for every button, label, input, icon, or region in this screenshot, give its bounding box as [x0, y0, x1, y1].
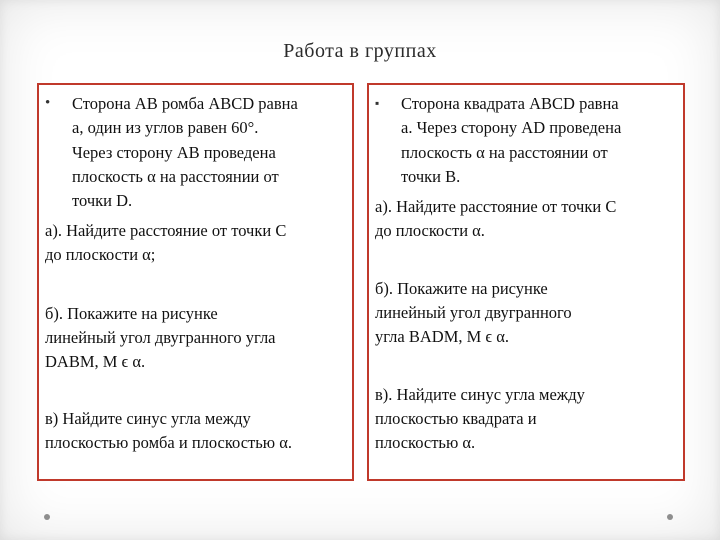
bottom-right-dot-decoration	[667, 514, 673, 520]
left-task-b-line-3: DABM, M ϵ α.	[45, 352, 146, 371]
right-bullet: ▪	[375, 96, 380, 110]
right-task-b-line-1: б). Покажите на рисунке	[375, 279, 548, 298]
left-task-panel	[37, 83, 354, 481]
right-task-a-line-2: до плоскости α.	[375, 221, 485, 240]
left-intro-line-5: точки D.	[72, 191, 133, 210]
right-intro-line-1: Сторона квадрата ABCD равна	[401, 94, 619, 113]
right-intro-line-3: плоскость α на расстоянии от	[401, 143, 608, 162]
right-task-c-line-2: плоскостью квадрата и	[375, 409, 537, 428]
bottom-left-dot-decoration	[44, 514, 50, 520]
left-bullet: •	[45, 95, 51, 111]
right-task-c-line-1: в). Найдите синус угла между	[375, 385, 585, 404]
left-task-a-line-1: а). Найдите расстояние от точки C	[45, 221, 287, 240]
left-task-a-line-2: до плоскости α;	[45, 245, 156, 264]
left-intro-line-4: плоскость α на расстоянии от	[72, 167, 279, 186]
left-task-b-line-1: б). Покажите на рисунке	[45, 304, 218, 323]
right-task-b-line-3: угла BADM, M ϵ α.	[375, 327, 509, 346]
right-task-b-line-2: линейный угол двугранного	[375, 303, 572, 322]
left-intro-line-3: Через сторону AB проведена	[72, 143, 276, 162]
left-task-c-line-1: в) Найдите синус угла между	[45, 409, 251, 428]
right-intro-line-4: точки B.	[401, 167, 461, 186]
right-task-c-line-3: плоскостью α.	[375, 433, 476, 452]
right-task-panel	[367, 83, 685, 481]
left-intro-line-1: Сторона AB ромба ABCD равна	[72, 94, 298, 113]
left-task-b-line-2: линейный угол двугранного угла	[45, 328, 276, 347]
left-task-c-line-2: плоскостью ромба и плоскостью α.	[45, 433, 292, 452]
right-intro-line-2: a. Через сторону AD проведена	[401, 118, 622, 137]
right-task-a-line-1: а). Найдите расстояние от точки C	[375, 197, 617, 216]
left-intro-line-2: a, один из углов равен 60°.	[72, 118, 259, 137]
slide-title: Работа в группах	[283, 40, 437, 62]
